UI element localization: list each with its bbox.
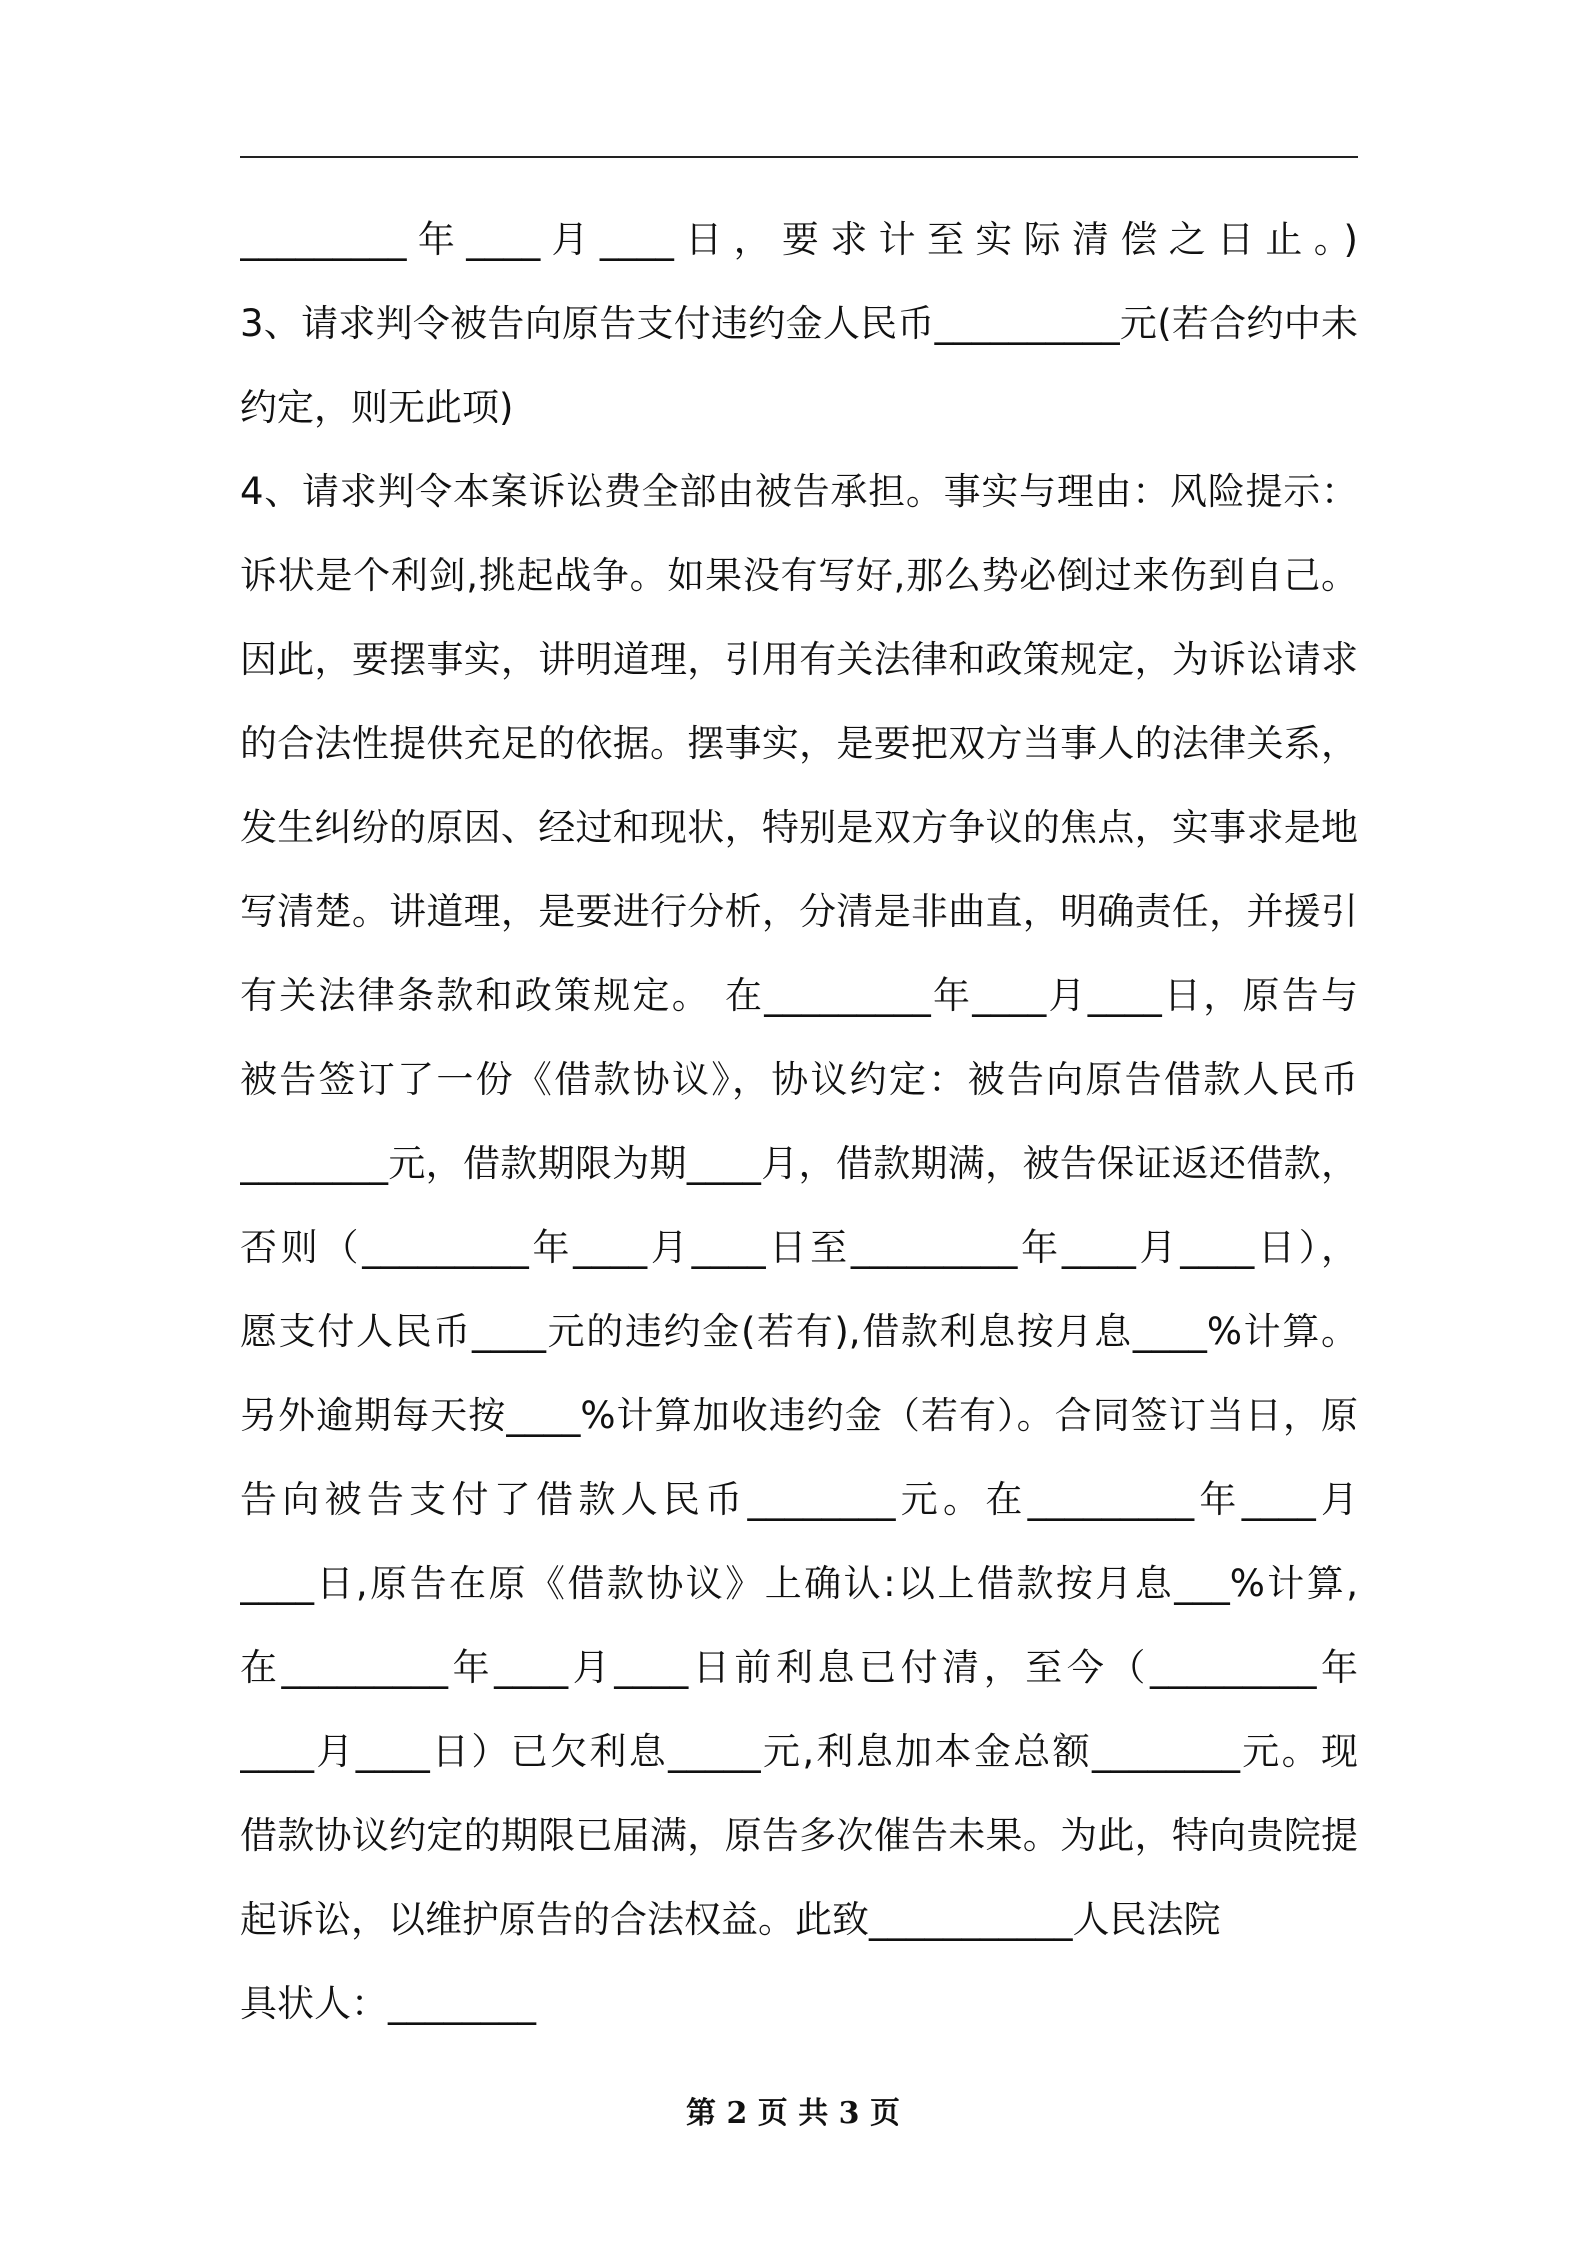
- text-line: 4、请求判令本案诉讼费全部由被告承担。事实与理由：风险提示：: [240, 470, 1358, 513]
- text-line: 诉状是个利剑,挑起战争。如果没有写好,那么势必倒过来伤到自己。: [240, 554, 1358, 597]
- text-line: 的合法性提供充足的依据。摆事实，是要把双方当事人的法律关系，: [240, 722, 1358, 765]
- text-line: 发生纠纷的原因、经过和现状，特别是双方争议的焦点，实事求是地: [240, 806, 1358, 849]
- text-line: 告向被告支付了借款人民币________元。在_________年____月: [240, 1478, 1358, 1521]
- text-line: ________元，借款期限为期____月，借款期满，被告保证返还借款，: [240, 1142, 1358, 1185]
- text-line: 3、请求判令被告向原告支付违约金人民币__________元(若合约中未: [240, 302, 1358, 345]
- text-line: 写清楚。讲道理，是要进行分析，分清是非曲直，明确责任，并援引: [240, 890, 1358, 933]
- text-line: 因此，要摆事实，讲明道理，引用有关法律和政策规定，为诉讼请求: [240, 638, 1358, 681]
- document-body: [240, 198, 1358, 2046]
- text-line: 愿支付人民币____元的违约金(若有),借款利息按月息____%计算。: [240, 1310, 1358, 1353]
- header-rule: [240, 156, 1358, 158]
- text-line: 具状人：________: [240, 1982, 536, 2025]
- page-number: 第 2 页 共 3 页: [686, 2096, 900, 2131]
- text-line: 在_________年____月____日前利息已付清，至今（_________年: [240, 1646, 1358, 1689]
- text-line: 有关法律条款和政策规定。 在_________年____月____日，原告与: [240, 974, 1358, 1017]
- text-line: 否则（_________年____月____日至_________年____月____日），: [240, 1226, 1358, 1269]
- text-line: _________年____月____日，要求计至实际清偿之日止。): [240, 218, 1358, 261]
- text-line: 起诉讼，以维护原告的合法权益。此致___________人民法院: [240, 1898, 1221, 1941]
- text-line: 被告签订了一份《借款协议》，协议约定：被告向原告借款人民币: [240, 1058, 1358, 1101]
- text-line: 借款协议约定的期限已届满，原告多次催告未果。为此，特向贵院提: [240, 1814, 1358, 1857]
- text-line: 约定，则无此项): [240, 386, 514, 429]
- text-line: ____日,原告在原《借款协议》上确认:以上借款按月息___%计算,: [240, 1562, 1358, 1605]
- text-line: ____月____日）已欠利息_____元,利息加本金总额________元。现: [240, 1730, 1358, 1773]
- text-line: 另外逾期每天按____%计算加收违约金（若有）。合同签订当日，原: [240, 1394, 1358, 1437]
